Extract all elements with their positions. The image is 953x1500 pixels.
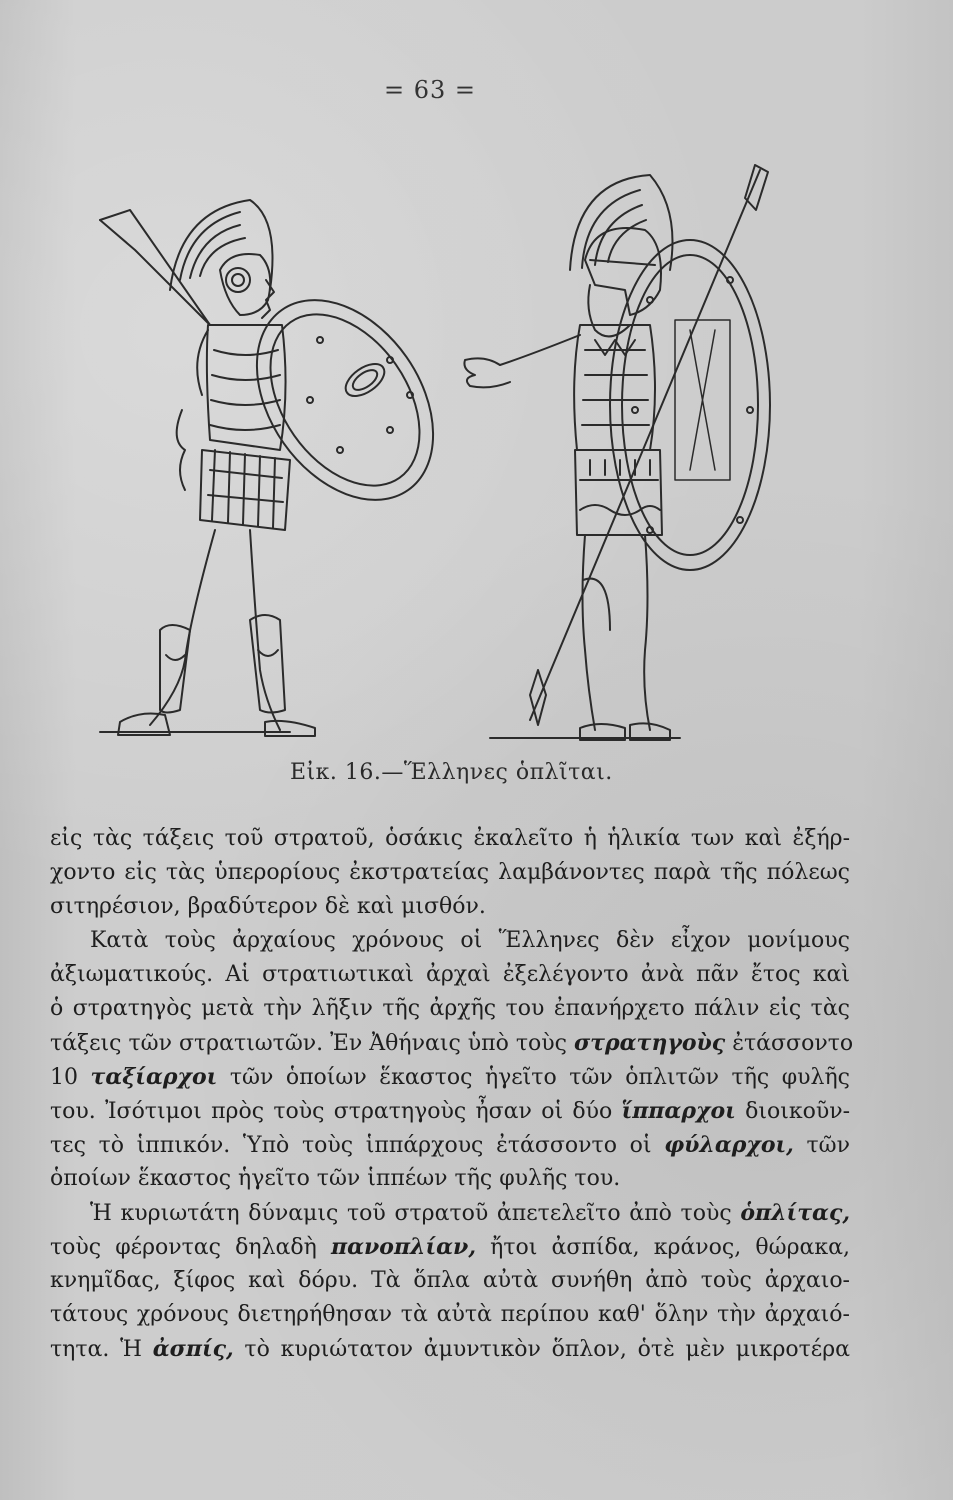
- figure-caption: Εἰκ. 16.—Ἕλληνες ὁπλῖται.: [290, 760, 613, 785]
- text-segment: τες τὸ ἱππικόν. Ὑπὸ τοὺς ἱππάρχους ἐτάσσοντο οἱ: [50, 1133, 652, 1158]
- emphasis-term: στρατηγοὺς: [573, 1030, 726, 1056]
- text-segment: τητα. Ἡ: [50, 1337, 142, 1362]
- text-segment: τῶν ὁποίων ἕκαστος ἡγεῖτο τῶν ὁπλιτῶν τῆς φυλῆς: [229, 1065, 850, 1090]
- text-line: [50, 1128, 850, 1162]
- main-text: [50, 822, 854, 1366]
- text-line: τάτους χρόνους διετηρήθησαν τὰ αὐτὰ περίπου καθ' ὅλην τὴν ἀρχαιό-: [50, 1302, 850, 1327]
- emphasis-term: ἀσπίς,: [152, 1336, 234, 1362]
- left-warrior: [100, 200, 470, 736]
- text-line: [50, 1026, 854, 1060]
- text-line: ὁ στρατηγὸς μετὰ τὴν λῆξιν τῆς ἀρχῆς του ἐπανήρχετο πάλιν εἰς τὰς: [50, 996, 850, 1021]
- text-line: κνημῖδας, ξίφος καὶ δόρυ. Τὰ ὅπλα αὐτὰ συνήθη ἀπὸ τοὺς ἀρχαιο-: [50, 1268, 850, 1293]
- emphasis-term: πανοπλίαν,: [330, 1234, 476, 1260]
- hoplites-drawing: [90, 150, 790, 750]
- emphasis-term: ὁπλίτας,: [740, 1200, 850, 1226]
- text-line: ἀξιωματικούς. Αἱ στρατιωτικαὶ ἀρχαὶ ἐξελέγοντο ἀνὰ πᾶν ἔτος καὶ: [50, 962, 850, 987]
- emphasis-term: ἵππαρχοι: [621, 1098, 736, 1124]
- text-line: [50, 1230, 850, 1264]
- text-line: Κατὰ τοὺς ἀρχαίους χρόνους οἱ Ἕλληνες δὲν εἶχον μονίμους: [90, 928, 850, 953]
- text-segment: 10: [50, 1065, 78, 1090]
- text-line: ὁποίων ἕκαστος ἡγεῖτο τῶν ἱππέων τῆς φυλῆς του.: [50, 1166, 621, 1191]
- emphasis-term: φύλαρχοι,: [664, 1132, 794, 1158]
- right-warrior: [464, 165, 770, 740]
- text-segment: τὸ κυριώτατον ἀμυντικὸν ὅπλον, ὁτὲ μὲν μικροτέρα: [244, 1337, 850, 1362]
- text-segment: ἐτάσσοντο: [732, 1031, 854, 1056]
- page-number: = 63 =: [383, 76, 476, 104]
- text-line: [50, 1094, 850, 1128]
- illustration-greek-hoplites: [90, 150, 790, 750]
- text-segment: Ἡ κυριωτάτη δύναμις τοῦ στρατοῦ ἀπετελεῖτο ἀπὸ τοὺς: [90, 1201, 732, 1226]
- text-line: [50, 1060, 850, 1094]
- text-line: [50, 1196, 850, 1230]
- text-line: σιτηρέσιον, βραδύτερον δὲ καὶ μισθόν.: [50, 894, 486, 919]
- text-line: [50, 1332, 850, 1366]
- text-segment: ἤτοι ἀσπίδα, κράνος, θώρακα,: [490, 1235, 850, 1260]
- text-line: εἰς τὰς τάξεις τοῦ στρατοῦ, ὁσάκις ἐκαλεῖτο ἡ ἡλικία των καὶ ἐξήρ-: [50, 826, 850, 851]
- text-segment: του. Ἰσότιμοι πρὸς τοὺς στρατηγοὺς ἦσαν οἱ δύο: [50, 1099, 613, 1124]
- text-segment: τοὺς φέροντας δηλαδὴ: [50, 1235, 317, 1260]
- text-segment: τῶν: [806, 1133, 850, 1158]
- text-line: χοντο εἰς τὰς ὑπερορίους ἐκστρατείας λαμβάνοντες παρὰ τῆς πόλεως: [50, 860, 850, 885]
- text-segment: διοικοῦν-: [745, 1099, 850, 1124]
- emphasis-term: ταξίαρχοι: [90, 1064, 218, 1090]
- text-segment: τάξεις τῶν στρατιωτῶν. Ἐν Ἀθήναις ὑπὸ τοὺς: [50, 1031, 567, 1056]
